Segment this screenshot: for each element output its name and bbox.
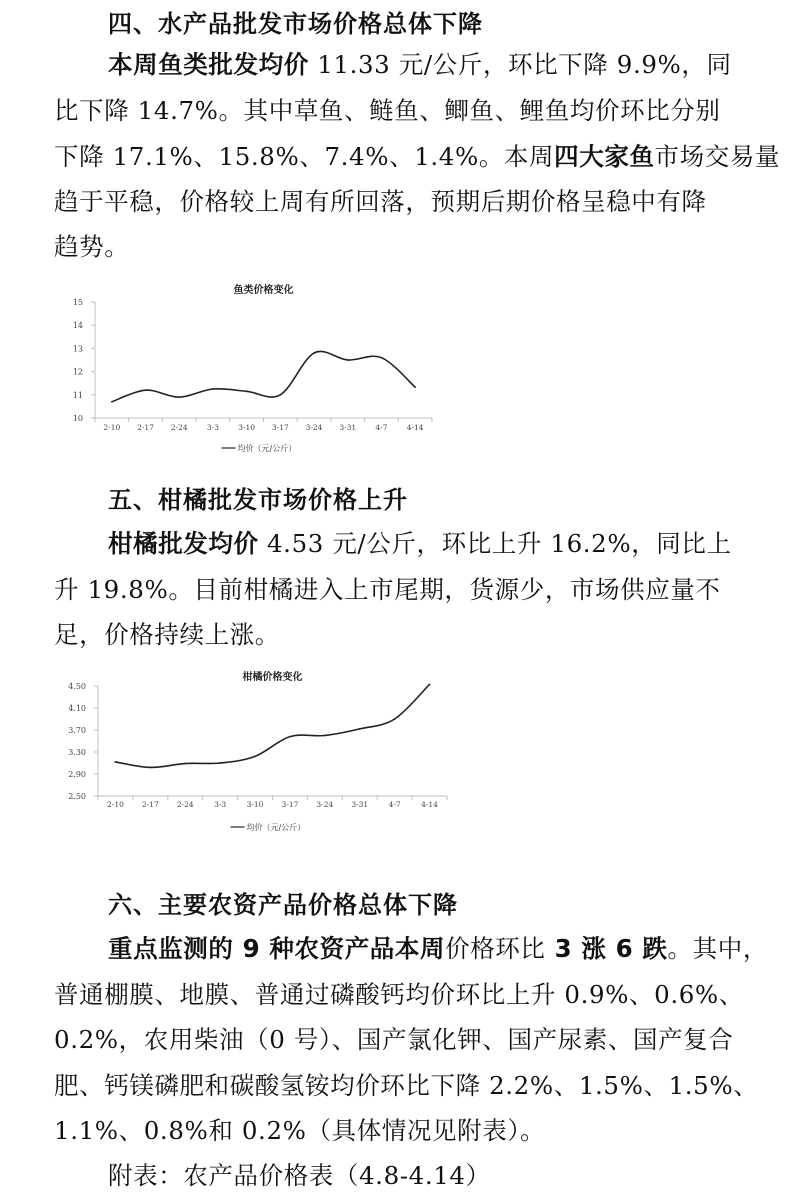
section6-line-5: 1.1%、0.8%和 0.2%（具体情况见附表）。 — [54, 1116, 546, 1145]
x-tick-label: 2-24 — [170, 423, 188, 432]
x-tick-label: 3-10 — [246, 800, 264, 809]
data-point — [212, 388, 214, 390]
data-point — [394, 718, 396, 720]
y-tick-label: 11 — [72, 390, 83, 400]
section6-line-2: 普通棚膜、地膜、普通过磷酸钙均价环比上升 0.9%、0.6%、 — [54, 980, 744, 1009]
chart-title: 柑橘价格变化 — [242, 672, 303, 683]
series-line — [115, 684, 429, 767]
x-tick-label: 3-24 — [305, 423, 323, 432]
section5-line-1-text: 4.53 元/公斤，环比上升 16.2%，同比上 — [258, 529, 732, 558]
y-tick-label: 4.50 — [68, 682, 86, 691]
section6-line-1-text: 价格环比 — [445, 934, 546, 963]
data-point — [246, 390, 248, 392]
x-tick-label: 4-14 — [406, 423, 424, 432]
legend-label: 均价（元/公斤） — [237, 444, 297, 453]
data-point — [111, 401, 113, 403]
data-point — [289, 736, 291, 738]
section6-line-1 — [108, 930, 768, 965]
x-tick-label: 4-14 — [421, 800, 438, 809]
y-tick-label: 3.70 — [68, 726, 86, 735]
y-tick-label: 10 — [72, 414, 83, 423]
series-line — [112, 351, 415, 401]
section5-line-1 — [108, 525, 732, 560]
data-point — [145, 389, 147, 391]
data-point — [184, 763, 186, 765]
x-tick-label: 2-17 — [141, 800, 159, 809]
x-tick-label: 3-31 — [351, 800, 369, 809]
section6-bold-count: 3 涨 6 跌 — [545, 934, 668, 963]
x-tick-label: 3-3 — [214, 800, 227, 809]
section5-line-2: 升 19.8%。目前柑橘进入上市尾期，货源少，市场供应量不 — [54, 575, 721, 604]
x-tick-label: 3-24 — [316, 800, 334, 809]
section4-line-2: 比下降 14.7%。其中草鱼、鲢鱼、鲫鱼、鲤鱼均价环比分别 — [54, 96, 721, 125]
section4-line-3 — [54, 138, 780, 173]
y-tick-label: 14 — [72, 321, 83, 331]
section4-line-5: 趋势。 — [54, 232, 130, 261]
x-tick-label: 4-7 — [388, 800, 401, 809]
data-point — [359, 728, 361, 730]
x-tick-label: 3-17 — [281, 800, 299, 809]
x-tick-label: 3-31 — [339, 423, 357, 432]
y-tick-label: 15 — [72, 298, 83, 307]
section6-line-3: 0.2%，农用柴油（0 号）、国产氯化钾、国产尿素、国产复合 — [54, 1025, 734, 1054]
y-tick-label: 4.10 — [68, 704, 86, 713]
x-tick-label: 2-10 — [103, 423, 121, 432]
section4-line-3-tail: 市场交易量 — [654, 142, 781, 171]
data-point — [115, 761, 117, 763]
section4-line-1-text: 11.33 元/公斤，环比下降 9.9%，同 — [308, 50, 732, 79]
section5-line-3: 足，价格持续上涨。 — [54, 620, 280, 649]
data-point — [414, 386, 416, 388]
x-tick-label: 3-3 — [206, 423, 219, 432]
section4-line-1 — [108, 46, 732, 81]
data-point — [254, 756, 256, 758]
data-point — [178, 396, 180, 398]
y-tick-label: 12 — [72, 367, 83, 377]
x-tick-label: 2-10 — [107, 800, 124, 809]
section4-line-4: 趋于平稳，价格较上周有所回落，预期后期价格呈稳中有降 — [54, 187, 707, 216]
section6-bold-lead: 重点监测的 9 种农资产品本周 — [108, 934, 446, 963]
citrus-price-chart — [0, 664, 460, 844]
data-point — [313, 352, 315, 354]
y-tick-label: 2.50 — [68, 792, 86, 801]
section4-heading: 四、水产品批发市场价格总体下降 — [108, 10, 483, 38]
y-tick-label: 2.90 — [68, 770, 86, 779]
data-point — [149, 767, 151, 769]
section5-heading: 五、柑橘批发市场价格上升 — [108, 486, 408, 514]
data-point — [347, 359, 349, 361]
x-tick-label: 3-10 — [238, 423, 256, 432]
data-point — [381, 357, 383, 359]
data-point — [219, 762, 221, 764]
chart-title: 鱼类价格变化 — [233, 285, 294, 296]
section6-heading: 六、主要农资产品价格总体下降 — [108, 891, 458, 919]
y-tick-label: 13 — [72, 344, 83, 354]
x-tick-label: 2-24 — [176, 800, 194, 809]
data-point — [324, 735, 326, 737]
section4-line-3-text: 下降 17.1%、15.8%、7.4%、1.4%。本周 — [54, 142, 555, 171]
fish-price-chart — [0, 272, 460, 467]
x-tick-label: 4-7 — [375, 423, 388, 432]
section6-line-4: 肥、钙镁磷肥和碳酸氢铵均价环比下降 2.2%、1.5%、1.5%、 — [54, 1071, 759, 1100]
section6-line-1-tail: 。其中， — [667, 934, 768, 963]
data-point — [279, 394, 281, 396]
section4-bold-fish: 四大家鱼 — [554, 142, 655, 171]
section4-bold-lead: 本周鱼类批发均价 — [108, 50, 309, 79]
x-tick-label: 3-17 — [271, 423, 289, 432]
appendix-label: 附表：农产品价格表（4.8-4.14） — [108, 1161, 491, 1190]
data-point — [429, 683, 431, 685]
x-tick-label: 2-17 — [137, 423, 154, 432]
legend-label: 均价（元/公斤） — [246, 823, 306, 832]
section5-bold-lead: 柑橘批发均价 — [108, 529, 259, 558]
y-tick-label: 3.30 — [68, 748, 86, 757]
